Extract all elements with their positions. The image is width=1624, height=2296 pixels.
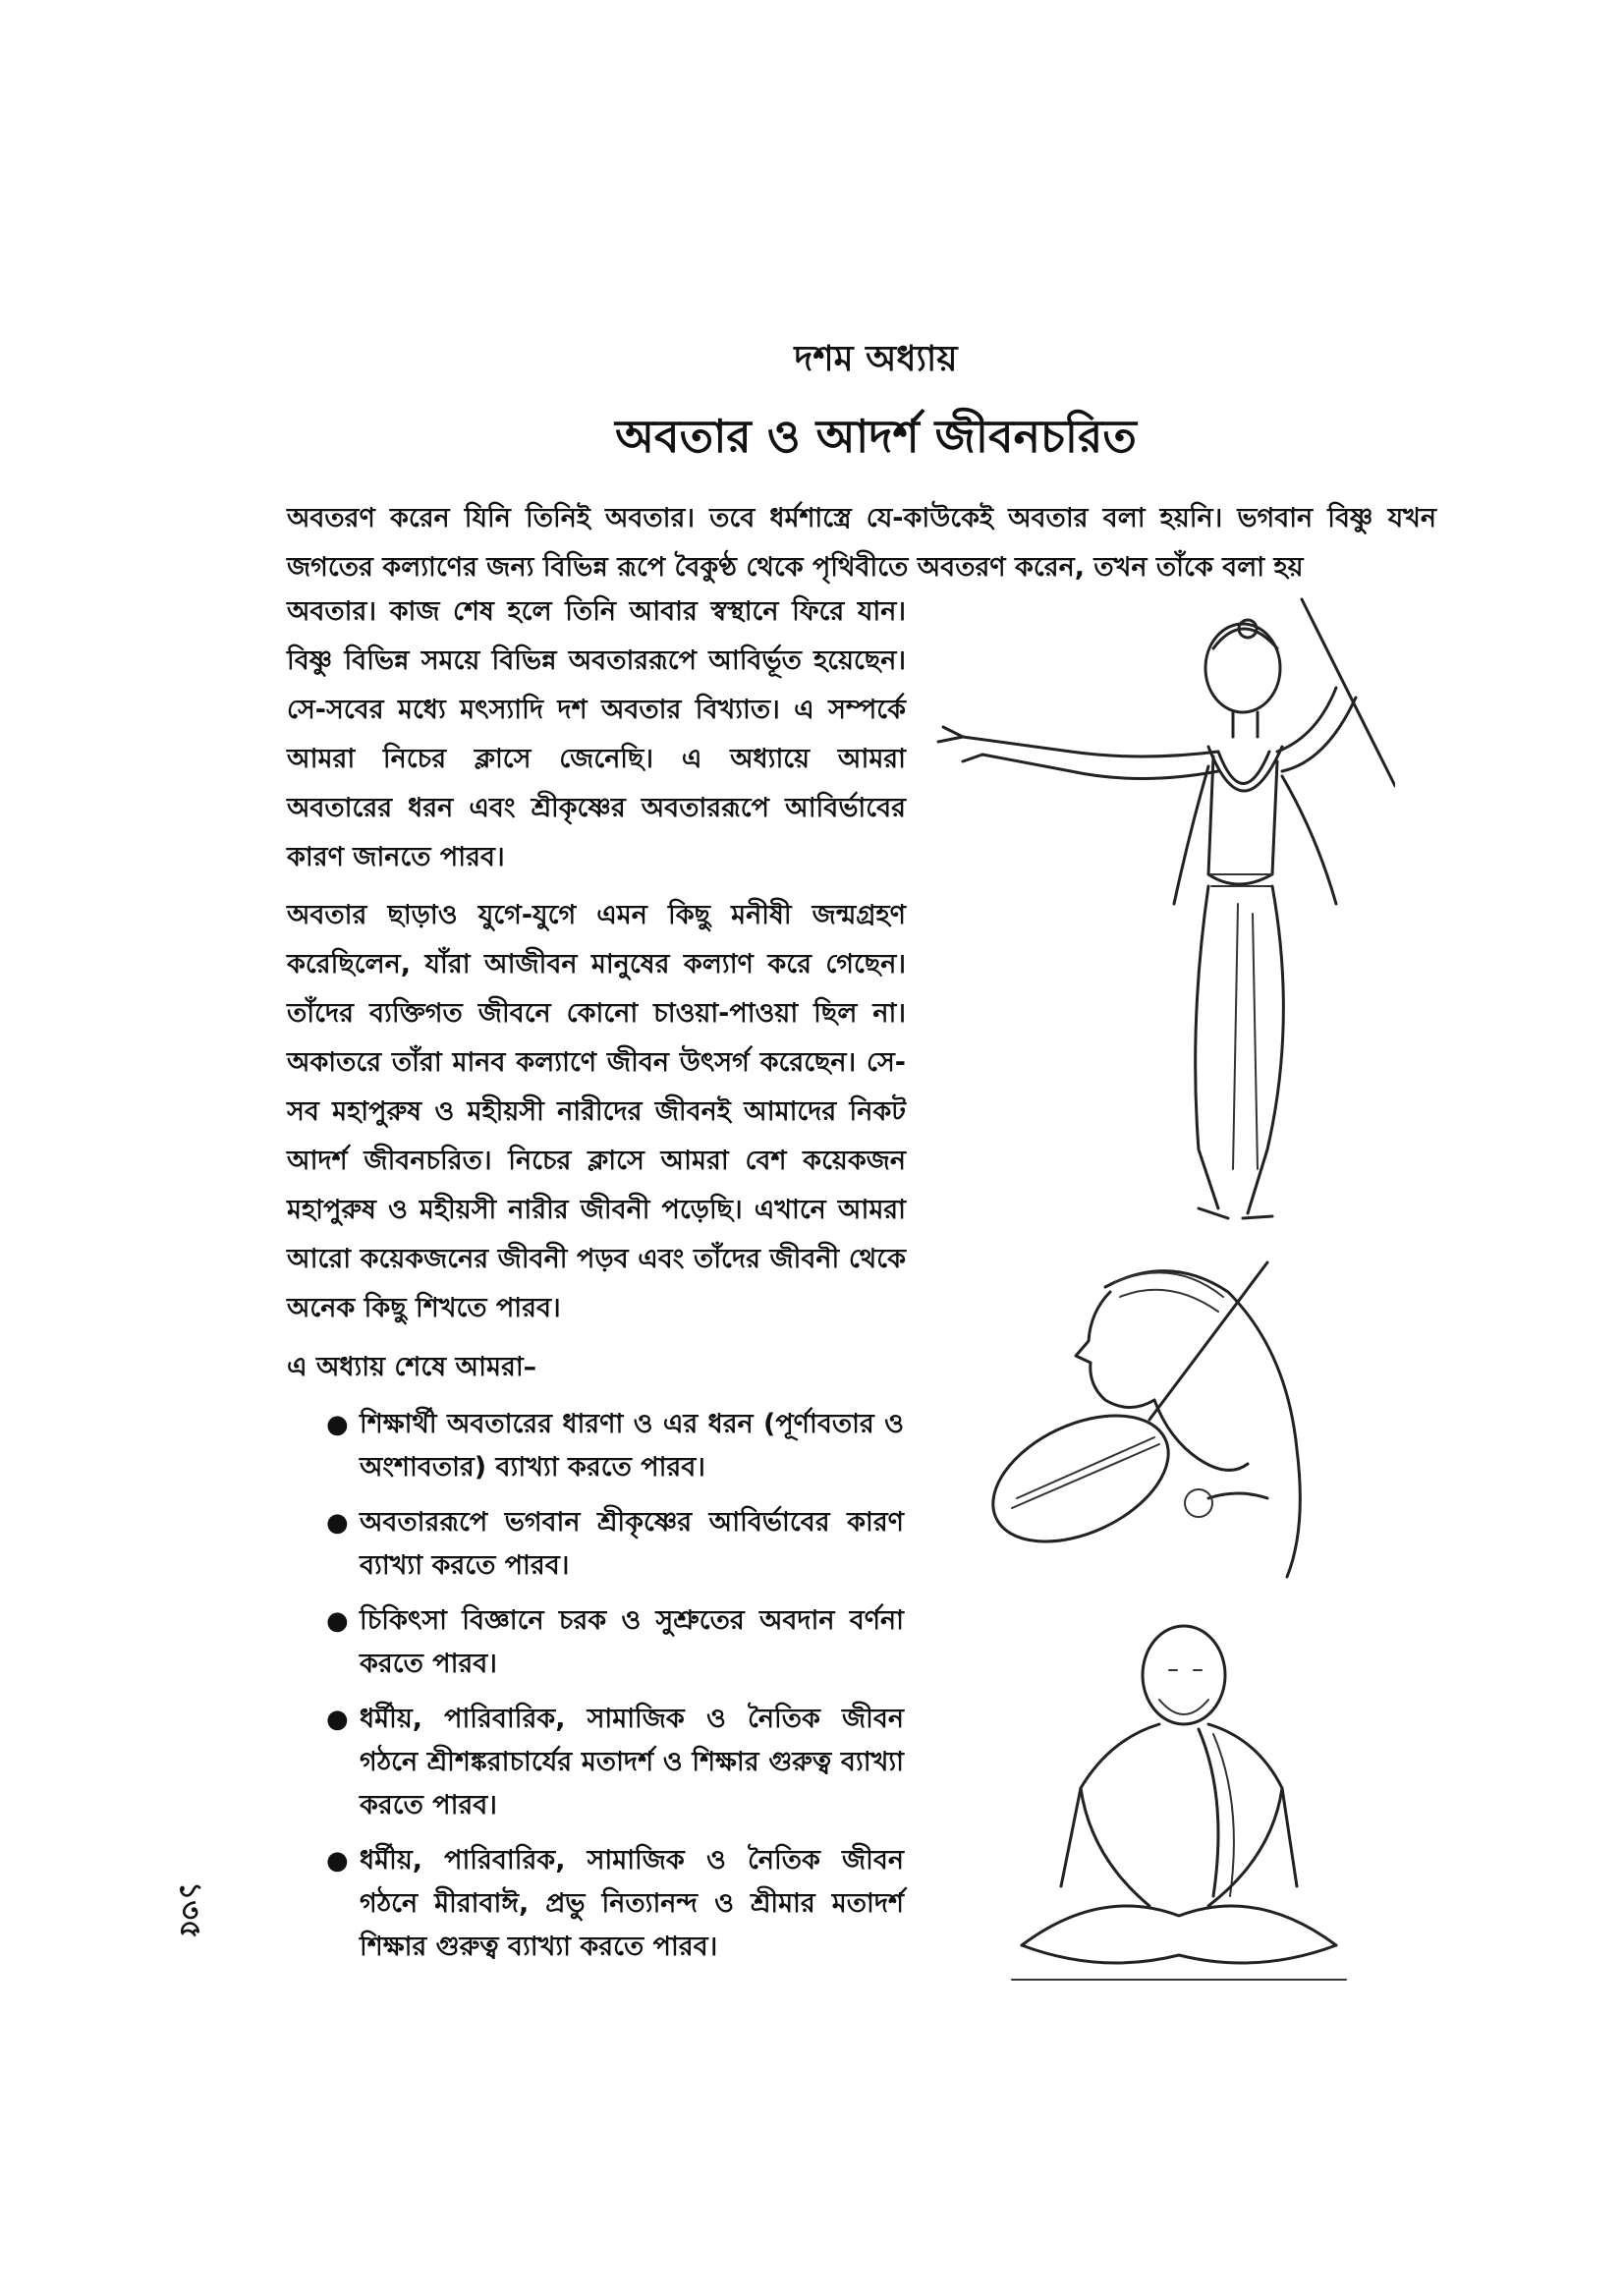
chapter-title: অবতার ও আদর্শ জীবনচরিত [615, 410, 1137, 463]
goal-text: ধর্মীয়, পারিবারিক, সামাজিক ও নৈতিক জীবন গঠনে মীরাবাঈ, প্রভু নিত্যানন্দ ও শ্রীমার মতাদর্শ শিক্ষার গুরুত্ব ব্যাখ্যা করতে পারব। [360, 1845, 904, 1962]
bullet-icon: ● [326, 1606, 349, 1636]
second-paragraph: অবতার ছাড়াও যুগে-যুগে এমন কিছু মনীষী জন্মগ্রহণ করেছিলেন, যাঁরা আজীবন মানুষের কল্যাণ করে গেছেন। তাঁদের ব্যক্তিগত জীবনে কোনো চাওয়া-পাওয়া ছিল না। অকাতরে তাঁরা মানব কল্যাণে জীবন উৎসর্গ করেছেন। সে-সব মহাপুরুষ ও মহীয়সী নারীদের জীবনই আমাদের নিকট আদর্শ জীবনচরিত। নিচের ক্লাসে আমরা বেশ কয়েকজন মহাপুরুষ ও মহীয়সী নারীর জীবনী পড়েছি। এখানে আমরা আরো কয়েকজনের জীবনী পড়ব এবং তাঁদের জীবনী থেকে অনেক কিছু শিখতে পারব। [287, 900, 906, 1323]
goal-item [324, 1501, 904, 1588]
goal-text: অবতাররূপে ভগবান শ্রীকৃষ্ণের আবির্ভাবের কারণ ব্যাখ্যা করতে পারব। [360, 1507, 904, 1581]
bullet-icon: ● [326, 1508, 349, 1538]
flute-icon [1302, 599, 1395, 786]
goal-item [324, 1403, 904, 1489]
goal-item [324, 1698, 904, 1827]
goal-text: শিক্ষার্থী অবতারের ধারণা ও এর ধরন (পূর্ণাবতার ও অংশাবতার) ব্যাখ্যা করতে পারব। [360, 1409, 904, 1483]
krishna-illustration [924, 580, 1395, 1248]
learning-goals-list [324, 1403, 904, 1981]
intro-paragraph-continued: অবতার। কাজ শেষ হলে তিনি আবার স্বস্থানে ফিরে যান। বিষ্ণু বিভিন্ন সময়ে বিভিন্ন অবতাররূপে আবির্ভূত হয়েছেন। সে-সবের মধ্যে মৎস্যাদি দশ অবতার বিখ্যাত। এ সম্পর্কে আমরা নিচের ক্লাসে জেনেছি। এ অধ্যায়ে আমরা অবতারের ধরন এবং শ্রীকৃষ্ণের অবতাররূপে আবির্ভাবের কারণ জানতে পারব। [287, 596, 906, 872]
goal-item [324, 1599, 904, 1686]
bullet-icon: ● [326, 1705, 349, 1734]
goal-text: চিকিৎসা বিজ্ঞানে চরক ও সুশ্রুতের অবদান বর্ণনা করতে পারব। [360, 1605, 904, 1679]
head-outline [1143, 1626, 1225, 1724]
page-number: ১৩৫ [173, 1881, 207, 1939]
goals-intro: এ অধ্যায় শেষে আমরা– [287, 1352, 537, 1382]
mira-illustration [973, 1253, 1326, 1587]
goal-item [324, 1839, 904, 1969]
bullet-icon: ● [326, 1410, 349, 1439]
intro-paragraph: অবতরণ করেন যিনি তিনিই অবতার। তবে ধর্মশাস্ত্রে যে-কাউকেই অবতার বলা হয়নি। ভগবান বিষ্ণু যখন জগতের কল্যাণের জন্য বিভিন্ন রূপে বৈকুণ্ঠ থেকে পৃথিবীতে অবতরণ করেন, তখন তাঁকে বলা হয় [287, 503, 1436, 583]
goal-text: ধর্মীয়, পারিবারিক, সামাজিক ও নৈতিক জীবন গঠনে শ্রীশঙ্করাচার্যের মতাদর্শ ও শিক্ষার গুরুত্ব ব্যাখ্যা করতে পারব। [360, 1704, 904, 1820]
chapter-label: দশম অধ্যায় [794, 339, 958, 379]
sage-illustration [1002, 1621, 1356, 1994]
bullet-icon: ● [326, 1846, 349, 1876]
